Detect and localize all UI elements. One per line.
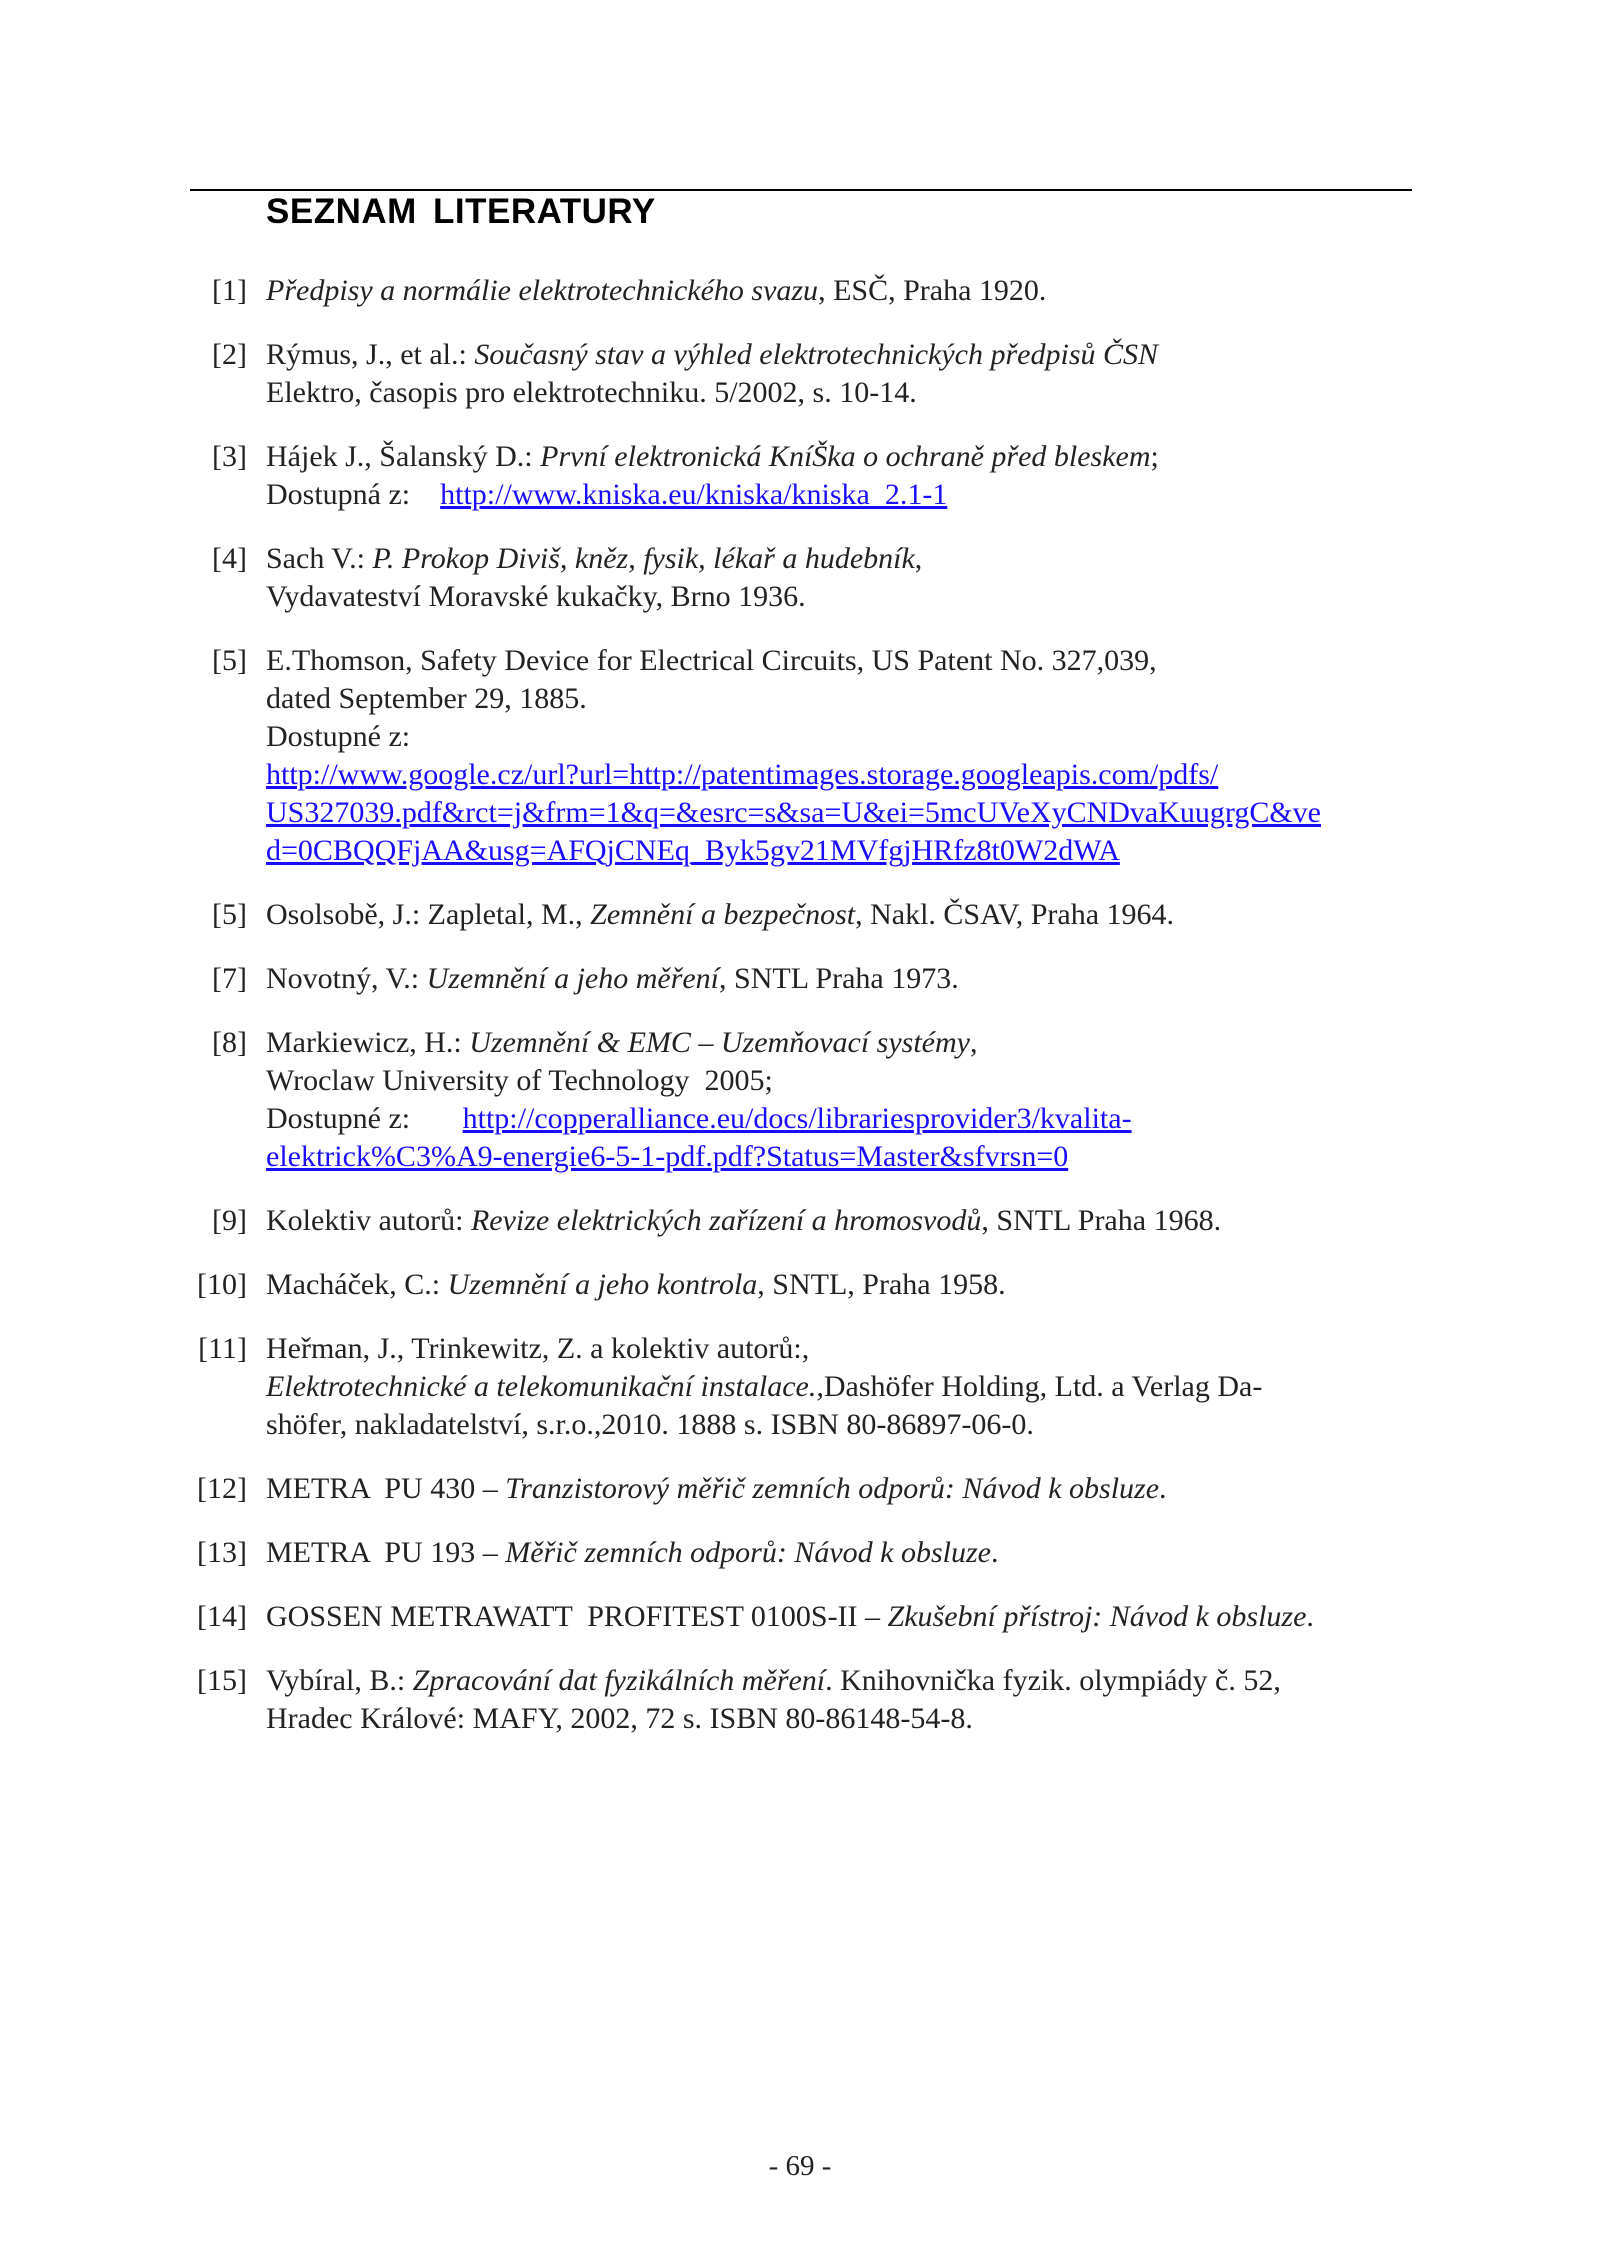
reference-number: [1] [212,274,247,307]
reference-entry [0,540,1600,616]
reference-link[interactable]: US327039.pdf&rct=j&frm=1&q=&esrc=s&sa=U&ei=5mcUVeXyCNDvaKuugrgC&ve [266,796,1321,829]
reference-entry [0,438,1600,514]
reference-line [266,1534,1600,1572]
reference-title: Uzemnění & EMC – Uzemňovací systémy [469,1026,970,1059]
reference-title: Tranzistorový měřič zemních odporů: Návod k obsluze [505,1472,1160,1505]
reference-title: Elektrotechnické a telekomunikační instalace., [266,1370,824,1403]
reference-line [266,1700,1600,1738]
reference-text: E.Thomson, Safety Device for Electrical Circuits, US Patent No. 327,039, [266,644,1157,677]
reference-title: Revize elektrických zařízení a hromosvodů [470,1204,982,1237]
reference-line [266,680,1600,718]
reference-text: Kolektiv autorů: [266,1204,471,1237]
reference-text: Novotný, V.: [266,962,427,995]
reference-number: [4] [212,542,247,575]
reference-title: První elektronická KníŠka o ochraně před bleskem [540,440,1151,473]
reference-text: ; [1150,440,1159,473]
reference-text: , SNTL, Praha 1958. [757,1268,1006,1301]
reference-number: [8] [212,1026,247,1059]
reference-line [266,1266,1600,1304]
reference-link[interactable]: http://www.kniska.eu/kniska/kniska_2.1-1 [440,478,948,511]
reference-text: Wroclaw University of Technology 2005; [266,1064,773,1097]
reference-title: Zemnění a bezpečnost [590,898,856,931]
reference-line [266,336,1600,374]
reference-line [266,1024,1600,1062]
page-title: SEZNAM LITERATURY [266,192,656,231]
reference-text: METRA PU 193 – [266,1536,506,1569]
reference-link[interactable]: elektrick%C3%A9-energie6-5-1-pdf.pdf?Status=Master&sfvrsn=0 [266,1140,1069,1173]
reference-number: [5] [212,644,247,677]
reference-text: , [969,1026,978,1059]
reference-line [266,1330,1600,1368]
reference-entry [0,1534,1600,1572]
reference-number: [7] [212,962,247,995]
reference-text: Osolsobě, J.: Zapletal, M., [266,898,591,931]
reference-link[interactable]: http://www.google.cz/url?url=http://patentimages.storage.googleapis.com/pdfs/ [266,758,1219,791]
reference-title: Zpracování dat fyzikálních měření [412,1664,826,1697]
reference-line [266,1368,1600,1406]
reference-entry [0,960,1600,998]
reference-line [266,540,1600,578]
reference-number: [5] [212,898,247,931]
reference-text: , [914,542,923,575]
reference-line [266,1662,1600,1700]
reference-line [266,1100,1600,1138]
reference-entry [0,336,1600,412]
reference-text: METRA PU 430 – [266,1472,506,1505]
reference-line [266,642,1600,680]
reference-line [266,1406,1600,1444]
reference-line [266,1138,1600,1176]
reference-link[interactable]: d=0CBQQFjAA&usg=AFQjCNEq_Byk5gv21MVfgjHRfz8t0W2dWA [266,834,1120,867]
reference-line [266,476,1600,514]
reference-line [266,578,1600,616]
reference-text: Macháček, C.: [266,1268,448,1301]
reference-number: [3] [212,440,247,473]
reference-entry [0,1024,1600,1176]
reference-text: Dostupná z: [266,478,441,511]
reference-number: [13] [197,1536,247,1569]
reference-text: . [1306,1600,1314,1633]
reference-title: Zkušební přístroj: Návod k obsluze [887,1600,1307,1633]
reference-title: Uzemnění a jeho kontrola [447,1268,758,1301]
reference-text: Sach V.: [266,542,373,575]
reference-line [266,438,1600,476]
reference-text: , SNTL Praha 1973. [719,962,959,995]
reference-entry [0,896,1600,934]
reference-text: dated September 29, 1885. [266,682,587,715]
reference-line [266,1202,1600,1240]
header-rule [190,189,1412,191]
reference-line [266,718,1600,756]
reference-title: Uzemnění a jeho měření [426,962,720,995]
reference-entry [0,1330,1600,1444]
reference-text: Dashöfer Holding, Ltd. a Verlag Da- [823,1370,1263,1403]
reference-text: Rýmus, J., et al.: [266,338,475,371]
reference-text: , ESČ, Praha 1920. [818,274,1047,307]
reference-number: [10] [197,1268,247,1301]
reference-text: Vybíral, B.: [266,1664,413,1697]
reference-number: [9] [212,1204,247,1237]
reference-entry [0,272,1600,310]
reference-entry [0,1598,1600,1636]
reference-text: , SNTL Praha 1968. [981,1204,1222,1237]
reference-number: [14] [197,1600,247,1633]
reference-title: Předpisy a normálie elektrotechnického svazu [266,274,819,307]
reference-entry [0,1266,1600,1304]
reference-text: Hájek J., Šalanský D.: [266,440,541,473]
reference-text: Dostupné z: [266,720,411,753]
reference-text: , Nakl. ČSAV, Praha 1964. [855,898,1175,931]
reference-text: . [1159,1472,1167,1505]
reference-entry [0,1202,1600,1240]
reference-entry [0,642,1600,870]
reference-number: [11] [198,1332,247,1365]
reference-text: Heřman, J., Trinkewitz, Z. a kolektiv autorů:, [266,1332,810,1365]
reference-line [266,832,1600,870]
reference-link[interactable]: http://copperalliance.eu/docs/librariesprovider3/kvalita- [462,1102,1132,1135]
reference-text: . [990,1536,999,1569]
reference-number: [2] [212,338,247,371]
reference-list [0,272,1600,1764]
reference-title: Současný stav a výhled elektrotechnických předpisů ČSN [474,338,1159,371]
reference-text: Elektro, časopis pro elektrotechniku. 5/2002, s. 10-14. [266,376,917,409]
reference-number: [15] [197,1664,247,1697]
reference-text: Hradec Králové: MAFY, 2002, 72 s. ISBN 80-86148-54-8. [266,1702,973,1735]
page-number: - 69 - [768,2150,832,2182]
reference-entry [0,1662,1600,1738]
reference-line [266,272,1600,310]
reference-entry [0,1470,1600,1508]
reference-line [266,1598,1600,1636]
reference-text: Markiewicz, H.: [266,1026,470,1059]
reference-line [266,1470,1600,1508]
reference-text: . Knihovnička fyzik. olympiády č. 52, [825,1664,1281,1697]
reference-line [266,374,1600,412]
reference-text: GOSSEN METRAWATT PROFITEST 0100S-II – [266,1600,888,1633]
reference-line [266,794,1600,832]
reference-title: P. Prokop Diviš, kněz, fysik, lékař a hudebník [372,542,915,575]
reference-title: Měřič zemních odporů: Návod k obsluze [505,1536,991,1569]
reference-text: Dostupné z: [266,1102,463,1135]
reference-number: [12] [197,1472,247,1505]
reference-line [266,960,1600,998]
reference-line [266,1062,1600,1100]
reference-line [266,896,1600,934]
reference-line [266,756,1600,794]
reference-text: Vydavateství Moravské kukačky, Brno 1936. [266,580,806,613]
reference-text: shöfer, nakladatelství, s.r.o.,2010. 1888 s. ISBN 80-86897-06-0. [266,1408,1034,1441]
